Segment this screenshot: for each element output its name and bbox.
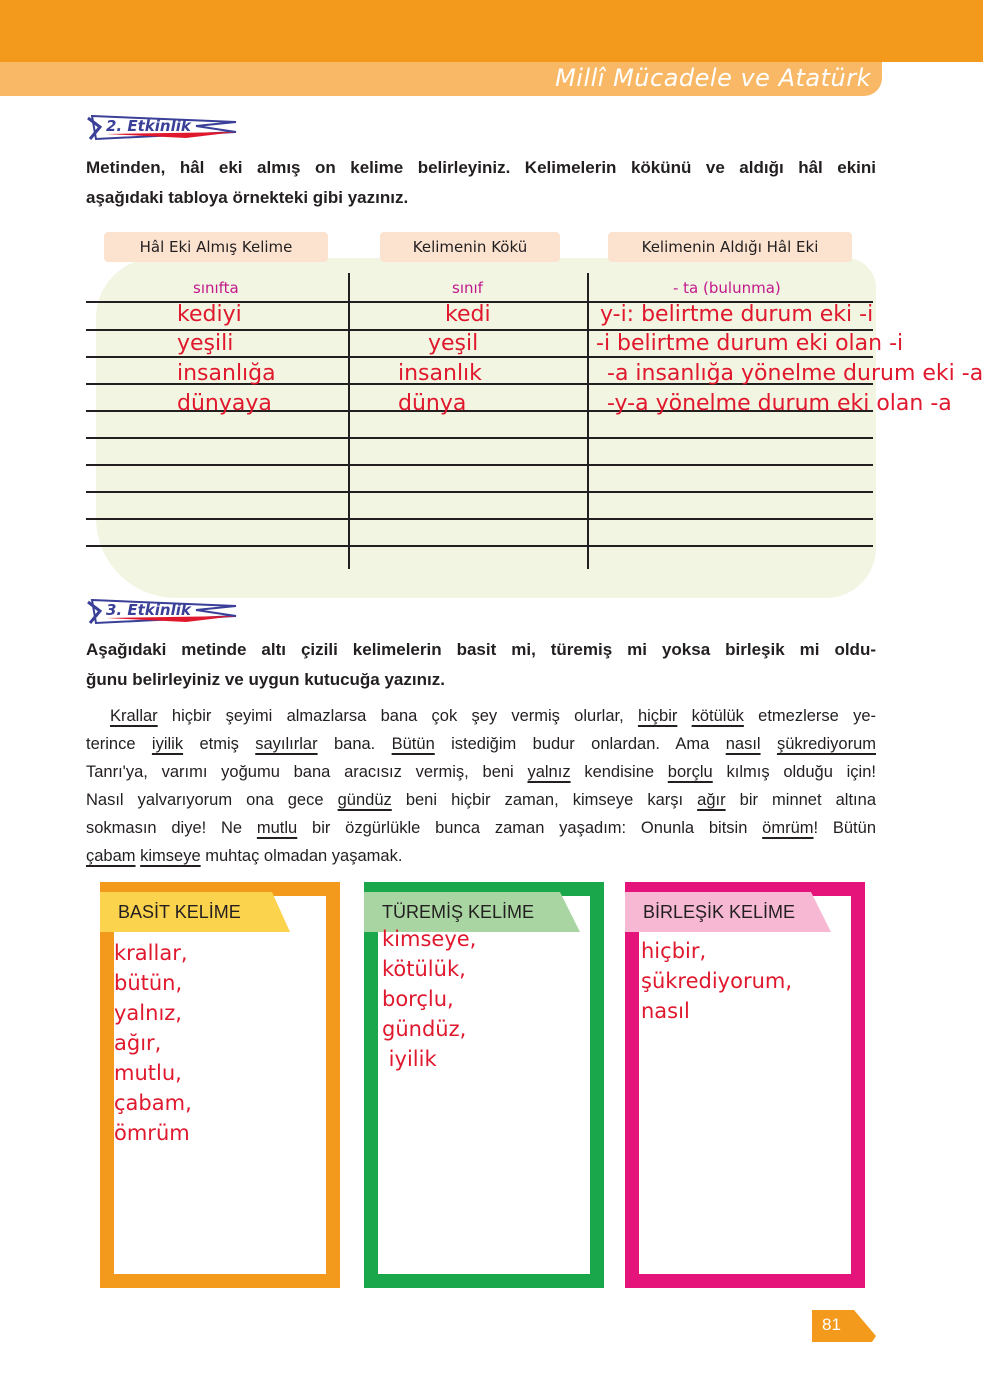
unit-title: Millî Mücadele ve Atatürk (555, 64, 871, 92)
answer-root: kedi (445, 302, 491, 327)
answer-word: kimseye, (382, 927, 477, 951)
passage-text: istediğim budur onlardan. Ama (434, 735, 726, 753)
underlined-word: kimseye (140, 847, 201, 865)
answer-word: hiçbir, (641, 939, 707, 963)
activity3-badge (86, 596, 246, 626)
derived-word-list (382, 924, 476, 1074)
underlined-word: hiçbir (637, 707, 678, 725)
compound-word-box (625, 882, 865, 1288)
passage-text: muhtaç olmadan yaşamak. (200, 847, 403, 865)
answer-word: şükrediyorum, (641, 969, 793, 993)
underlined-word: nasıl (725, 735, 761, 753)
answer-root: insanlık (398, 361, 482, 386)
underlined-word: sayılırlar (255, 735, 318, 753)
passage-text: bir özgürlükle bunca zaman yaşadım: Onunla bitsin (297, 819, 763, 837)
activity3-instruction-line2: ğunu belirleyiniz ve uygun kutucuğa yazınız. (86, 670, 445, 689)
answer-word: ağır, (114, 1031, 162, 1055)
answer-word: yeşili (177, 331, 234, 356)
passage-text: sokmasın diye! Ne (86, 819, 257, 837)
answer-root: yeşil (428, 331, 479, 356)
activity3-instruction-line1: Aşağıdaki metinde altı çizili kelimelerin basit mi, türemiş mi yoksa birleşik mi oldu- (86, 640, 876, 659)
table-rule (86, 545, 873, 547)
activity2-badge (86, 112, 246, 142)
passage-text (677, 707, 691, 725)
table-rule (86, 491, 873, 493)
answer-word: dünyaya (177, 391, 272, 416)
example-suffix: - ta (bulunma) (673, 279, 781, 297)
answer-root: dünya (398, 391, 467, 416)
answer-word: iyilik (382, 1047, 437, 1071)
passage-text: kendisine (570, 763, 668, 781)
table-divider (587, 273, 589, 569)
passage-text: bana. (317, 735, 392, 753)
example-root: sınıf (452, 279, 483, 297)
passage-text: Tanrı'ya, varımı yoğumu bana aracısız vermiş, beni (86, 763, 528, 781)
simple-word-label: BASİT KELİME (118, 902, 241, 922)
answer-word: ömrüm (114, 1121, 190, 1145)
answer-word: kötülük, (382, 957, 466, 981)
answer-word: gündüz, (382, 1017, 467, 1041)
underlined-word: yalnız (527, 763, 571, 781)
column-header-word: Hâl Eki Almış Kelime (104, 232, 328, 262)
activity3-badge-label: 3. Etkinlik (106, 601, 191, 619)
reading-passage (86, 702, 876, 870)
activity2-instruction-line1: Metinden, hâl eki almış on kelime belirleyiniz. Kelimelerin kökünü ve aldığı hâl ekini (86, 158, 876, 177)
passage-text: Nasıl yalvarıyorum ona gece (86, 791, 338, 809)
underlined-word: gündüz (337, 791, 392, 809)
passage-text: beni hiçbir zaman, kimseye karşı (391, 791, 698, 809)
answer-word: yalnız, (114, 1001, 182, 1025)
table-rule (86, 518, 873, 520)
passage-line (86, 842, 876, 870)
underlined-word: şükrediyorum (776, 735, 876, 753)
passage-text: ! Bütün (813, 819, 876, 837)
answer-word: insanlığa (177, 361, 276, 386)
page-number: 81 (822, 1315, 841, 1334)
underlined-word: Bütün (391, 735, 435, 753)
underlined-word: ömrüm (762, 819, 814, 837)
underlined-word: ağır (697, 791, 726, 809)
passage-text: kılmış olduğu için! (712, 763, 876, 781)
answer-suffix: -a insanlığa yönelme durum eki -a (607, 361, 983, 386)
passage-text (761, 735, 777, 753)
underlined-word: iyilik (151, 735, 184, 753)
table-rule (86, 356, 873, 358)
answer-word: kediyi (177, 302, 242, 327)
passage-text: etmezlerse ye- (743, 707, 876, 725)
simple-word-box (100, 882, 340, 1288)
activity3-instruction (86, 635, 876, 695)
answer-word: borçlu, (382, 987, 454, 1011)
passage-text: etmiş (183, 735, 256, 753)
answer-word: bütün, (114, 971, 183, 995)
passage-line (86, 786, 876, 814)
passage-text: terince (86, 735, 152, 753)
simple-word-list (114, 938, 192, 1148)
answer-word: mutlu, (114, 1061, 182, 1085)
compound-word-list (641, 936, 792, 1026)
derived-word-label: TÜREMİŞ KELİME (382, 902, 535, 922)
answer-suffix: -y-a yönelme durum eki olan -a (607, 391, 952, 416)
activity2-instruction (86, 153, 876, 213)
answer-word: krallar, (114, 941, 188, 965)
table-rule (86, 464, 873, 466)
column-header-suffix: Kelimenin Aldığı Hâl Eki (608, 232, 852, 262)
compound-word-label: BİRLEŞİK KELİME (643, 902, 796, 922)
answer-suffix: y-i: belirtme durum eki -i (600, 302, 874, 327)
table-divider (348, 273, 350, 569)
passage-text: bir minnet altına (725, 791, 876, 809)
derived-word-box (364, 882, 604, 1288)
activity2-badge-label: 2. Etkinlik (106, 117, 191, 135)
underlined-word: borçlu (667, 763, 713, 781)
passage-line (86, 702, 876, 730)
answer-word: nasıl (641, 999, 690, 1023)
header-band (0, 0, 983, 62)
passage-line (86, 814, 876, 842)
underlined-word: kötülük (691, 707, 744, 725)
underlined-word: mutlu (256, 819, 298, 837)
answer-suffix: -i belirtme durum eki olan -i (596, 331, 904, 356)
passage-text: hiçbir şeyimi almazlarsa bana çok şey vermiş olurlar, (157, 707, 638, 725)
passage-line (86, 730, 876, 758)
table-rule (86, 437, 873, 439)
example-word: sınıfta (193, 279, 239, 297)
answer-word: çabam, (114, 1091, 192, 1115)
underlined-word: Krallar (110, 707, 158, 725)
passage-line (86, 758, 876, 786)
activity2-instruction-line2: aşağıdaki tabloya örnekteki gibi yazınız. (86, 188, 409, 207)
column-header-root: Kelimenin Kökü (380, 232, 560, 262)
underlined-word: çabam (86, 847, 136, 865)
